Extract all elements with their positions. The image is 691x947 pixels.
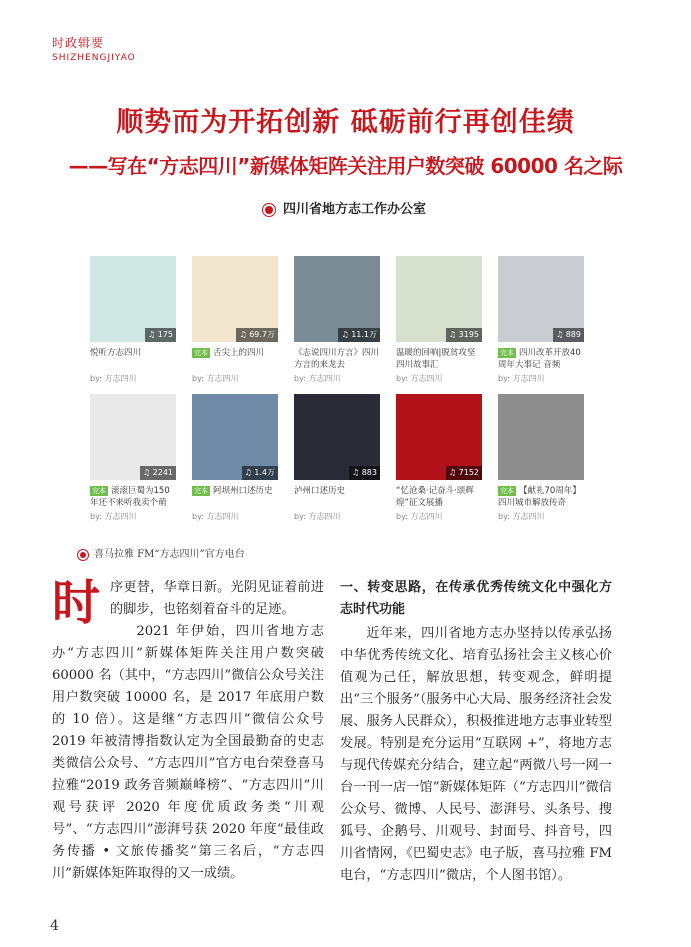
- album-card[interactable]: [396, 256, 482, 384]
- album-cover-image[interactable]: [396, 394, 482, 480]
- album-author: by: 方志四川: [192, 512, 239, 521]
- left-paragraph-2: 2021 年伊始，四川省地方志办“方志四川”新媒体矩阵关注用户数突破 60000 名（其中，“方志四川”微信公众号关注用户数突破 10000 名，是 2017 年底用户数的 10 倍）。这是继“方志四川”微信公众号 2019 年被清博指数认定为全国最勤奋的史志类微信公众号、“方志四川”官方电台荣登喜马拉雅“2019 政务音频巅峰榜”、“方志四川”川观号获评 2020 年度优质政务类“川观号”、“方志四川”澎湃号获 2020 年度“最佳政务传播 • 文旅传播奖”第三名后，“方志四川”新媒体矩阵取得的又一成绩。: [52, 624, 324, 881]
- album-card[interactable]: [498, 256, 584, 384]
- album-title-text: 悦听方志四川: [90, 348, 142, 358]
- album-title-text: 泸州口述历史: [294, 486, 346, 496]
- album-title-text: 【献礼70周年】四川城市解放传奇: [498, 486, 581, 508]
- album-cover-image[interactable]: [498, 394, 584, 480]
- album-title[interactable]: [396, 347, 482, 371]
- play-count: [145, 328, 176, 342]
- album-author: by: 方志四川: [498, 374, 545, 383]
- play-count-value: 3195: [458, 330, 479, 339]
- album-title-text: 舌尖上的四川: [213, 348, 265, 358]
- album-title[interactable]: [192, 347, 278, 371]
- album-author: by: 方志四川: [498, 512, 545, 521]
- headphones-icon: ♫: [448, 468, 459, 477]
- finished-badge: 完本: [194, 487, 208, 495]
- article-author: [0, 198, 691, 217]
- album-card[interactable]: [90, 394, 176, 522]
- album-title-text: 温暖的回响|脱贫攻坚四川故事汇: [396, 348, 476, 370]
- album-cover-image[interactable]: [90, 256, 176, 342]
- album-card[interactable]: [294, 394, 380, 522]
- right-paragraph-1: 近年来，四川省地方志办坚持以传承弘扬中华优秀传统文化、培育弘扬社会主义核心价值观为己任，解放思想，转变观念，鲜明提出“三个服务”（服务中心大局、服务经济社会发展、服务人民群众），积极推进地方志事业转型发展。特别是充分运用“互联网 +”，将地方志与现代传媒充分结合，建立起“两微八号一网一台一刊一店一馆”新媒体矩阵（“方志四川”微信公众号、微博、人民号、澎湃号、头条号、搜狐号、企鹅号、川观号、封面号、抖音号，四川省情网，《巴蜀史志》电子版，喜马拉雅 FM 电台，“方志四川”微店，个人图书馆）。: [340, 626, 612, 883]
- album-author: by: 方志四川: [90, 512, 137, 521]
- album-author: by: 方志四川: [396, 512, 443, 521]
- album-title-text: 《志说四川方言》四川方言的来龙去: [294, 348, 380, 370]
- album-card[interactable]: [294, 256, 380, 384]
- finished-badge: 完本: [500, 349, 514, 357]
- album-card[interactable]: [192, 256, 278, 384]
- play-count: [446, 328, 482, 342]
- left-column: [52, 577, 324, 885]
- section-tag-cn: 时政辑要: [52, 36, 105, 50]
- drop-cap: 时: [52, 575, 101, 631]
- headphones-icon: ♫: [352, 468, 362, 477]
- figure-caption: [80, 545, 245, 560]
- album-cover-image[interactable]: [192, 394, 278, 480]
- album-title[interactable]: [294, 485, 380, 509]
- album-grid-panel: [80, 240, 608, 530]
- section-heading: 一、转变思路，在传承优秀传统文化中强化方志时代功能: [340, 580, 612, 617]
- album-author: by: 方志四川: [294, 512, 341, 521]
- author-name: 四川省地方志工作办公室: [282, 202, 426, 217]
- album-cover-image[interactable]: [396, 256, 482, 342]
- finished-badge: 完本: [92, 487, 106, 495]
- album-card[interactable]: [498, 394, 584, 522]
- album-grid: [80, 240, 608, 530]
- play-count: [553, 328, 584, 342]
- album-author: by: 方志四川: [192, 374, 239, 383]
- page-number: 4: [50, 918, 59, 934]
- headphones-icon: ♫: [244, 468, 255, 477]
- album-title[interactable]: [294, 347, 380, 371]
- album-title[interactable]: [90, 347, 176, 371]
- headphones-icon: ♫: [556, 330, 566, 339]
- album-title[interactable]: [498, 347, 584, 371]
- finished-badge: 完本: [500, 487, 514, 495]
- album-cover-image[interactable]: [192, 256, 278, 342]
- play-count: [349, 466, 380, 480]
- play-count-value: 883: [361, 468, 377, 477]
- play-count-value: 69.7万: [249, 330, 275, 339]
- album-title[interactable]: [90, 485, 176, 509]
- album-title-text: “忆沧桑·记奋斗·颂辉煌”征文展播: [396, 486, 474, 508]
- album-title[interactable]: [192, 485, 278, 509]
- headphones-icon: ♫: [341, 330, 352, 339]
- play-count-value: 1.4万: [254, 468, 275, 477]
- album-cover-image[interactable]: [294, 394, 380, 480]
- caption-bullet-icon: [80, 552, 86, 558]
- caption-text: 喜马拉雅 FM“方志四川”官方电台: [94, 549, 245, 560]
- album-cover-image[interactable]: [90, 394, 176, 480]
- album-author: by: 方志四川: [90, 374, 137, 383]
- album-title[interactable]: [396, 485, 482, 509]
- album-title-text: 阿坝州口述历史: [213, 486, 273, 496]
- album-title-text: 滚滚巨蜀为150年还不来听我卖个萌: [90, 486, 170, 508]
- play-count-value: 175: [157, 330, 173, 339]
- album-title-text: 四川改革开放40周年大事记 音频: [498, 348, 581, 370]
- album-card[interactable]: [90, 256, 176, 384]
- album-title[interactable]: [498, 485, 584, 509]
- play-count: [236, 328, 278, 342]
- album-card[interactable]: [396, 394, 482, 522]
- headphones-icon: ♫: [148, 330, 158, 339]
- author-bullet-icon: [265, 206, 273, 214]
- finished-badge: 完本: [194, 349, 208, 357]
- right-column: [340, 577, 612, 887]
- play-count-value: 889: [565, 330, 581, 339]
- article-subtitle: ——写在“方志四川”新媒体矩阵关注用户数突破 60000 名之际: [68, 154, 623, 178]
- album-card[interactable]: [192, 394, 278, 522]
- headphones-icon: ♫: [448, 330, 459, 339]
- album-author: by: 方志四川: [294, 374, 341, 383]
- play-count: [242, 466, 278, 480]
- left-paragraph-1: 序更替，华章日新。光阴见证着前进的脚步，也铭刻着奋斗的足迹。: [110, 580, 324, 617]
- section-tag: [52, 34, 136, 63]
- album-cover-image[interactable]: [294, 256, 380, 342]
- play-count: [446, 466, 482, 480]
- album-cover-image[interactable]: [498, 256, 584, 342]
- play-count: [338, 328, 380, 342]
- section-tag-en: SHIZHENGJIYAO: [52, 53, 136, 63]
- play-count-value: 7152: [458, 468, 479, 477]
- play-count-value: 2241: [152, 468, 173, 477]
- headphones-icon: ♫: [239, 330, 250, 339]
- play-count: [140, 466, 176, 480]
- play-count-value: 11.1万: [351, 330, 377, 339]
- article-title: 顺势而为开拓创新 砥砺前行再创佳绩: [116, 107, 575, 138]
- headphones-icon: ♫: [142, 468, 153, 477]
- album-author: by: 方志四川: [396, 374, 443, 383]
